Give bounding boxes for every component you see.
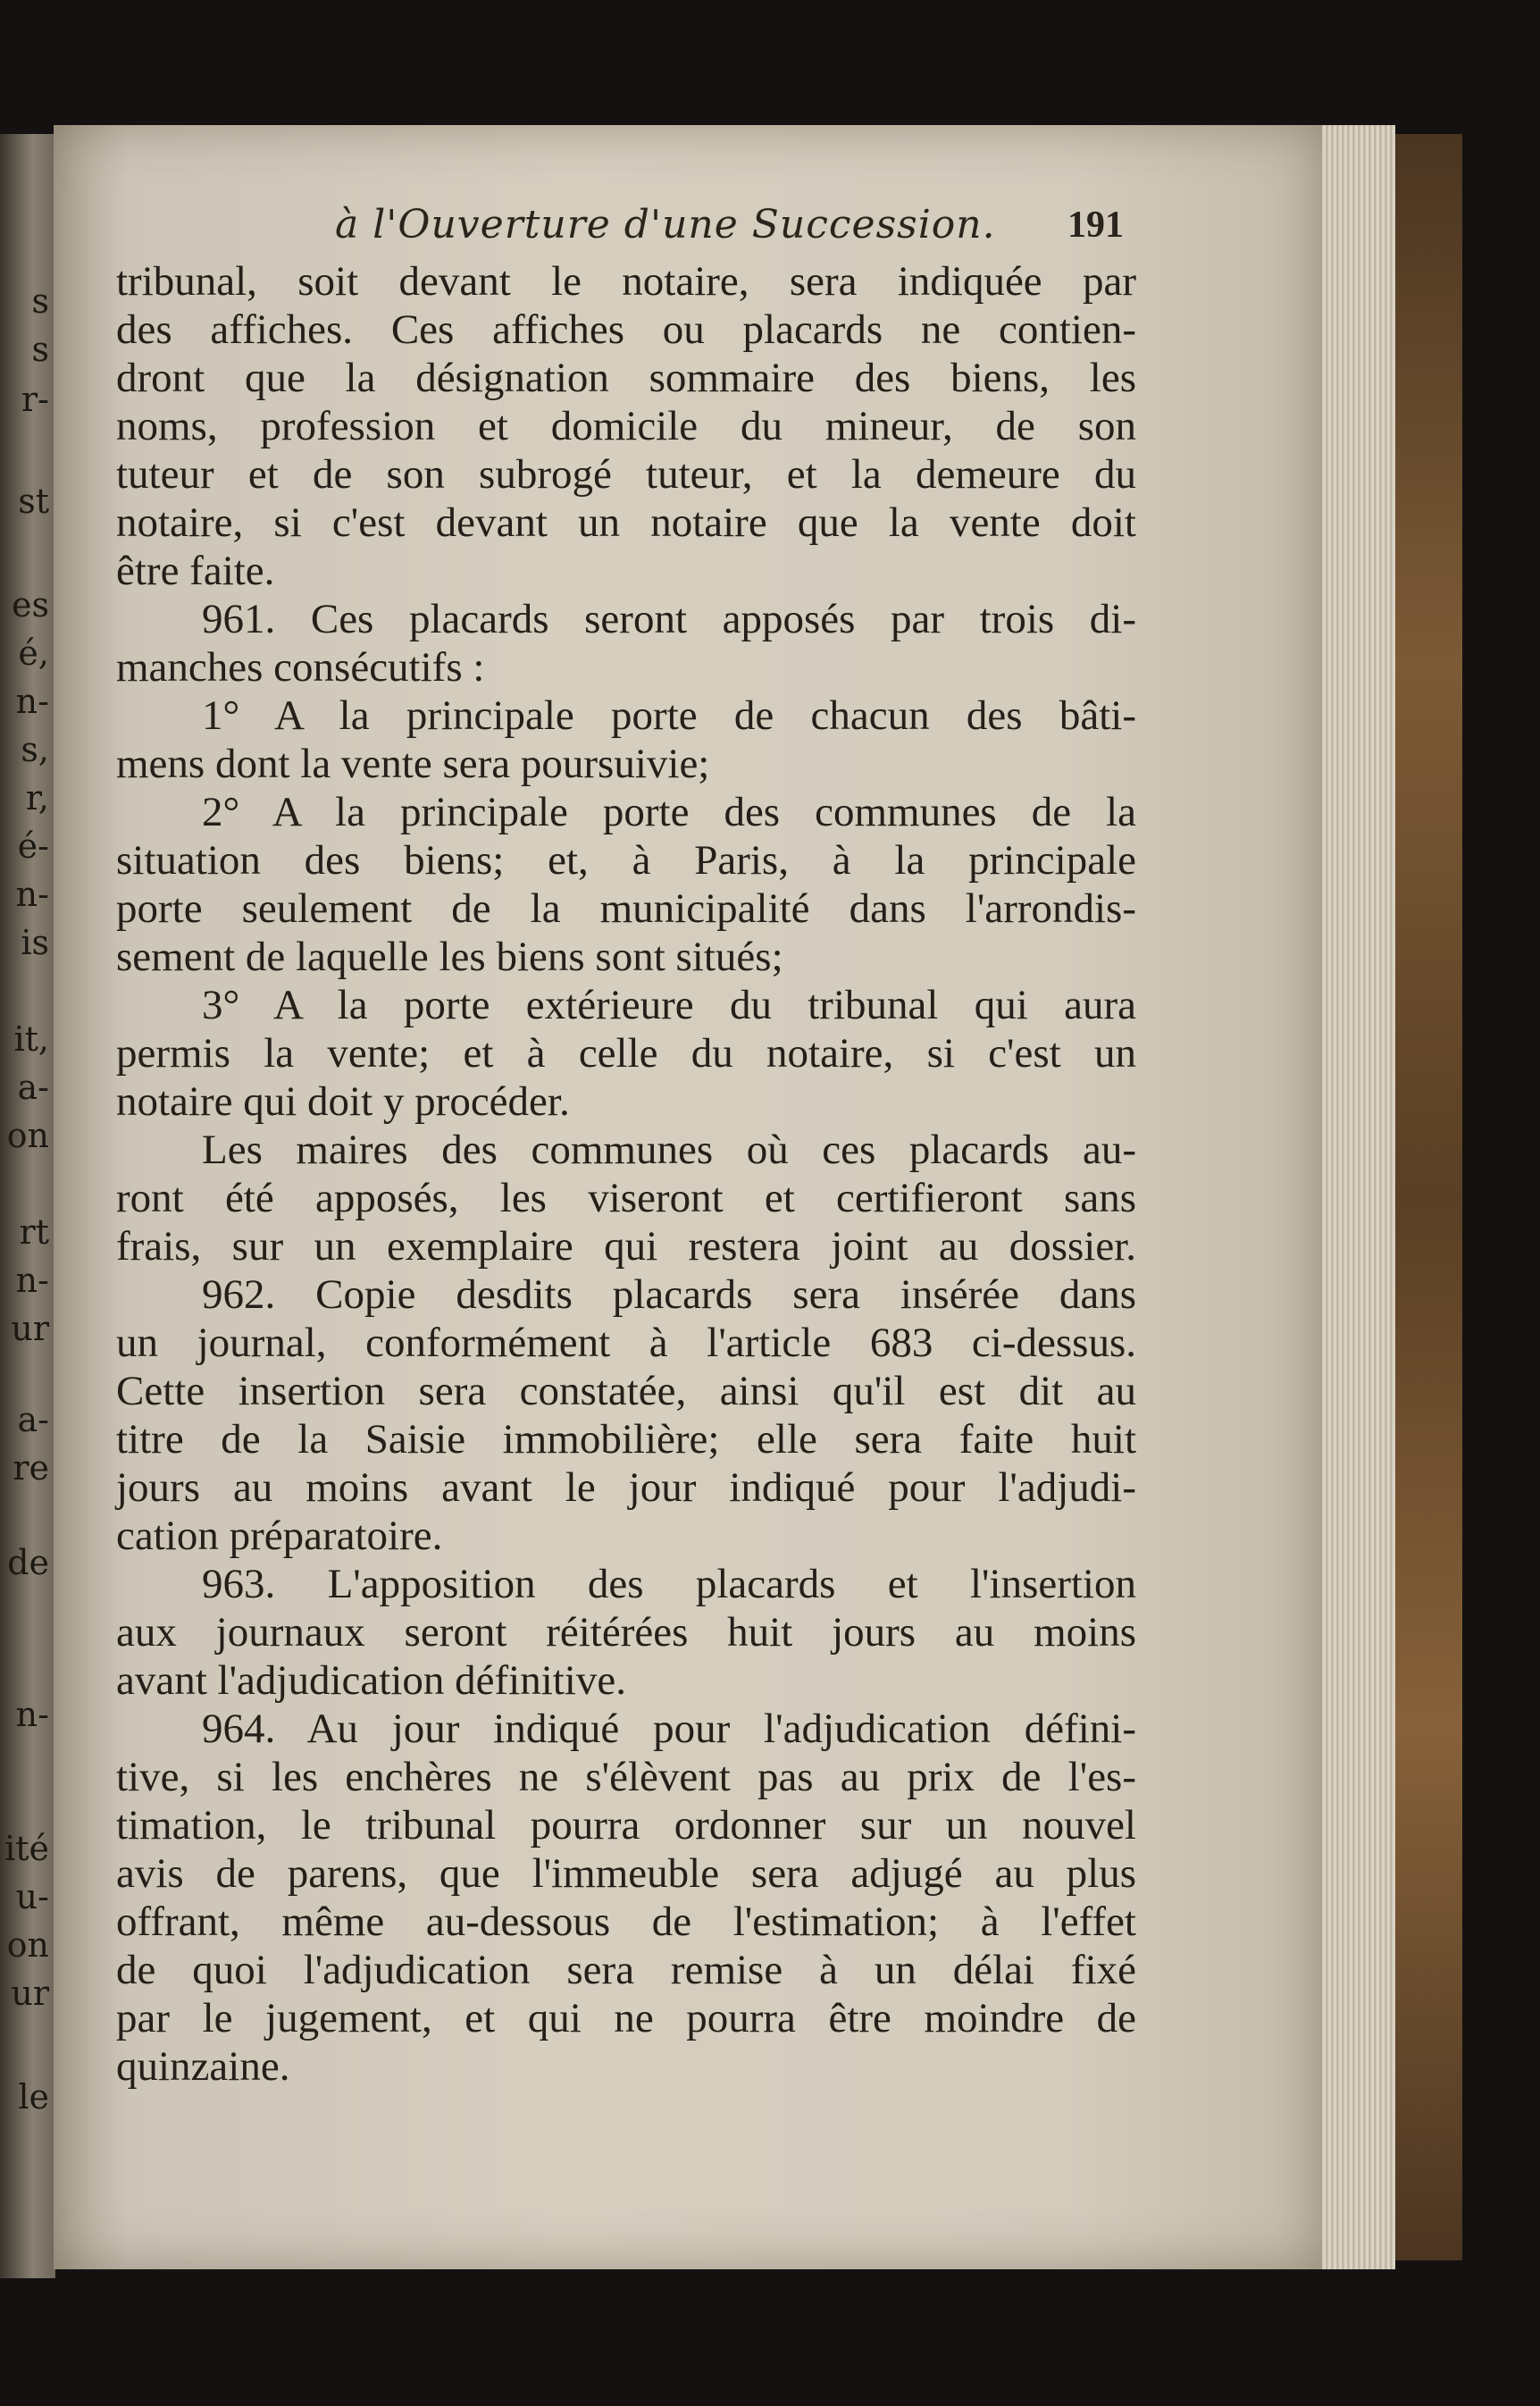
text-line: tribunal, soit devant le notaire, sera indiquée par: [116, 258, 1136, 305]
text-line: notaire, si c'est devant un notaire que la vente doit: [116, 499, 1136, 546]
facing-page-fragment: s: [31, 281, 49, 321]
text-line: mens dont la vente sera poursuivie;: [116, 741, 710, 787]
page-fore-edge: [1322, 125, 1395, 2269]
text-line: un journal, conformément à l'article 683 ci-dessus.: [116, 1320, 1136, 1366]
facing-page-fragment: r,: [25, 778, 49, 817]
text-line: 2° A la principale porte des communes de la: [202, 789, 1136, 835]
text-line: porte seulement de la municipalité dans l'arrondis-: [116, 885, 1136, 932]
facing-page-fragment: n-: [15, 1261, 49, 1300]
text-line: Les maires des communes où ces placards au-: [202, 1127, 1136, 1173]
facing-page-fragment: ité: [4, 1829, 49, 1868]
facing-page-fragment: ur: [11, 1309, 49, 1348]
facing-page-fragment: st: [18, 482, 49, 521]
facing-page-fragment: n-: [15, 682, 49, 721]
facing-page-fragment: ur: [11, 1974, 49, 2013]
text-line: situation des biens; et, à Paris, à la principale: [116, 837, 1136, 884]
text-line: quinzaine.: [116, 2043, 290, 2090]
text-line: timation, le tribunal pourra ordonner sur un nouvel: [116, 1802, 1136, 1849]
text-line: cation préparatoire.: [116, 1513, 443, 1559]
text-line: notaire qui doit y procéder.: [116, 1078, 570, 1125]
text-line: noms, profession et domicile du mineur, de son: [116, 403, 1136, 449]
text-line: 3° A la porte extérieure du tribunal qui aura: [202, 982, 1136, 1028]
facing-page-fragment: de: [7, 1543, 49, 1582]
text-line: par le jugement, et qui ne pourra être moindre de: [116, 1995, 1136, 2041]
text-line: être faite.: [116, 548, 275, 594]
text-line: manches consécutifs :: [116, 644, 485, 691]
text-line: jours au moins avant le jour indiqué pour l'adjudi-: [116, 1464, 1136, 1511]
text-line: dront que la désignation sommaire des biens, les: [116, 355, 1136, 401]
text-line: sement de laquelle les biens sont situés;: [116, 934, 783, 980]
text-line: titre de la Saisie immobilière; elle sera faite huit: [116, 1416, 1136, 1463]
facing-page-fragment: s: [31, 330, 49, 369]
text-line: ront été apposés, les viseront et certifieront sans: [116, 1175, 1136, 1221]
facing-page-fragment: é-: [17, 826, 49, 866]
facing-page-fragment: it,: [13, 1019, 49, 1059]
facing-page-fragment: é,: [18, 633, 49, 673]
text-line: avis de parens, que l'immeuble sera adjugé au plus: [116, 1850, 1136, 1897]
facing-page-fragment: is: [21, 923, 49, 962]
text-line: frais, sur un exemplaire qui restera joint au dossier.: [116, 1223, 1136, 1270]
book-cover-edge: [1395, 134, 1462, 2260]
article-962-heading-line: 962. Copie desdits placards sera insérée dans: [202, 1271, 1136, 1318]
text-line: aux journaux seront réitérées huit jours au moins: [116, 1609, 1136, 1656]
facing-page-fragment: on: [6, 1925, 49, 1965]
facing-page-fragment: n-: [15, 875, 49, 914]
facing-page-fragment: on: [6, 1116, 49, 1155]
facing-page-fragment: s,: [21, 730, 49, 769]
text-line: avant l'adjudication définitive.: [116, 1657, 626, 1704]
facing-page-fragment: le: [18, 2077, 49, 2117]
running-head: à l'Ouverture d'une Succession.: [335, 202, 996, 247]
article-961-heading-line: 961. Ces placards seront apposés par trois di-: [202, 596, 1136, 642]
facing-page-fragment: rt: [19, 1212, 49, 1252]
facing-page-fragment: n-: [15, 1695, 49, 1734]
text-line: Cette insertion sera constatée, ainsi qu'il est dit au: [116, 1368, 1136, 1414]
text-line: de quoi l'adjudication sera remise à un délai fixé: [116, 1947, 1136, 1993]
facing-page-fragment: re: [13, 1448, 49, 1488]
text-line: tuteur et de son subrogé tuteur, et la demeure du: [116, 451, 1136, 498]
body-text: [116, 257, 1136, 2091]
text-line: offrant, même au-dessous de l'estimation; à l'effet: [116, 1899, 1136, 1945]
article-963-heading-line: 963. L'apposition des placards et l'insertion: [202, 1561, 1136, 1607]
text-line: 1° A la principale porte de chacun des bâti-: [202, 692, 1136, 739]
page-number: 191: [1067, 205, 1124, 246]
facing-page-fragment: u-: [15, 1877, 49, 1916]
article-964-heading-line: 964. Au jour indiqué pour l'adjudication défini-: [202, 1706, 1136, 1752]
facing-page-fragment: a-: [17, 1068, 49, 1107]
facing-page-fragment: r-: [21, 380, 49, 419]
text-line: des affiches. Ces affiches ou placards ne contien-: [116, 306, 1136, 353]
facing-page-edge: [0, 134, 55, 2278]
facing-page-fragment: a-: [17, 1400, 49, 1439]
text-line: tive, si les enchères ne s'élèvent pas au prix de l'es-: [116, 1754, 1136, 1800]
text-line: permis la vente; et à celle du notaire, si c'est un: [116, 1030, 1136, 1077]
facing-page-fragment: es: [12, 585, 49, 625]
